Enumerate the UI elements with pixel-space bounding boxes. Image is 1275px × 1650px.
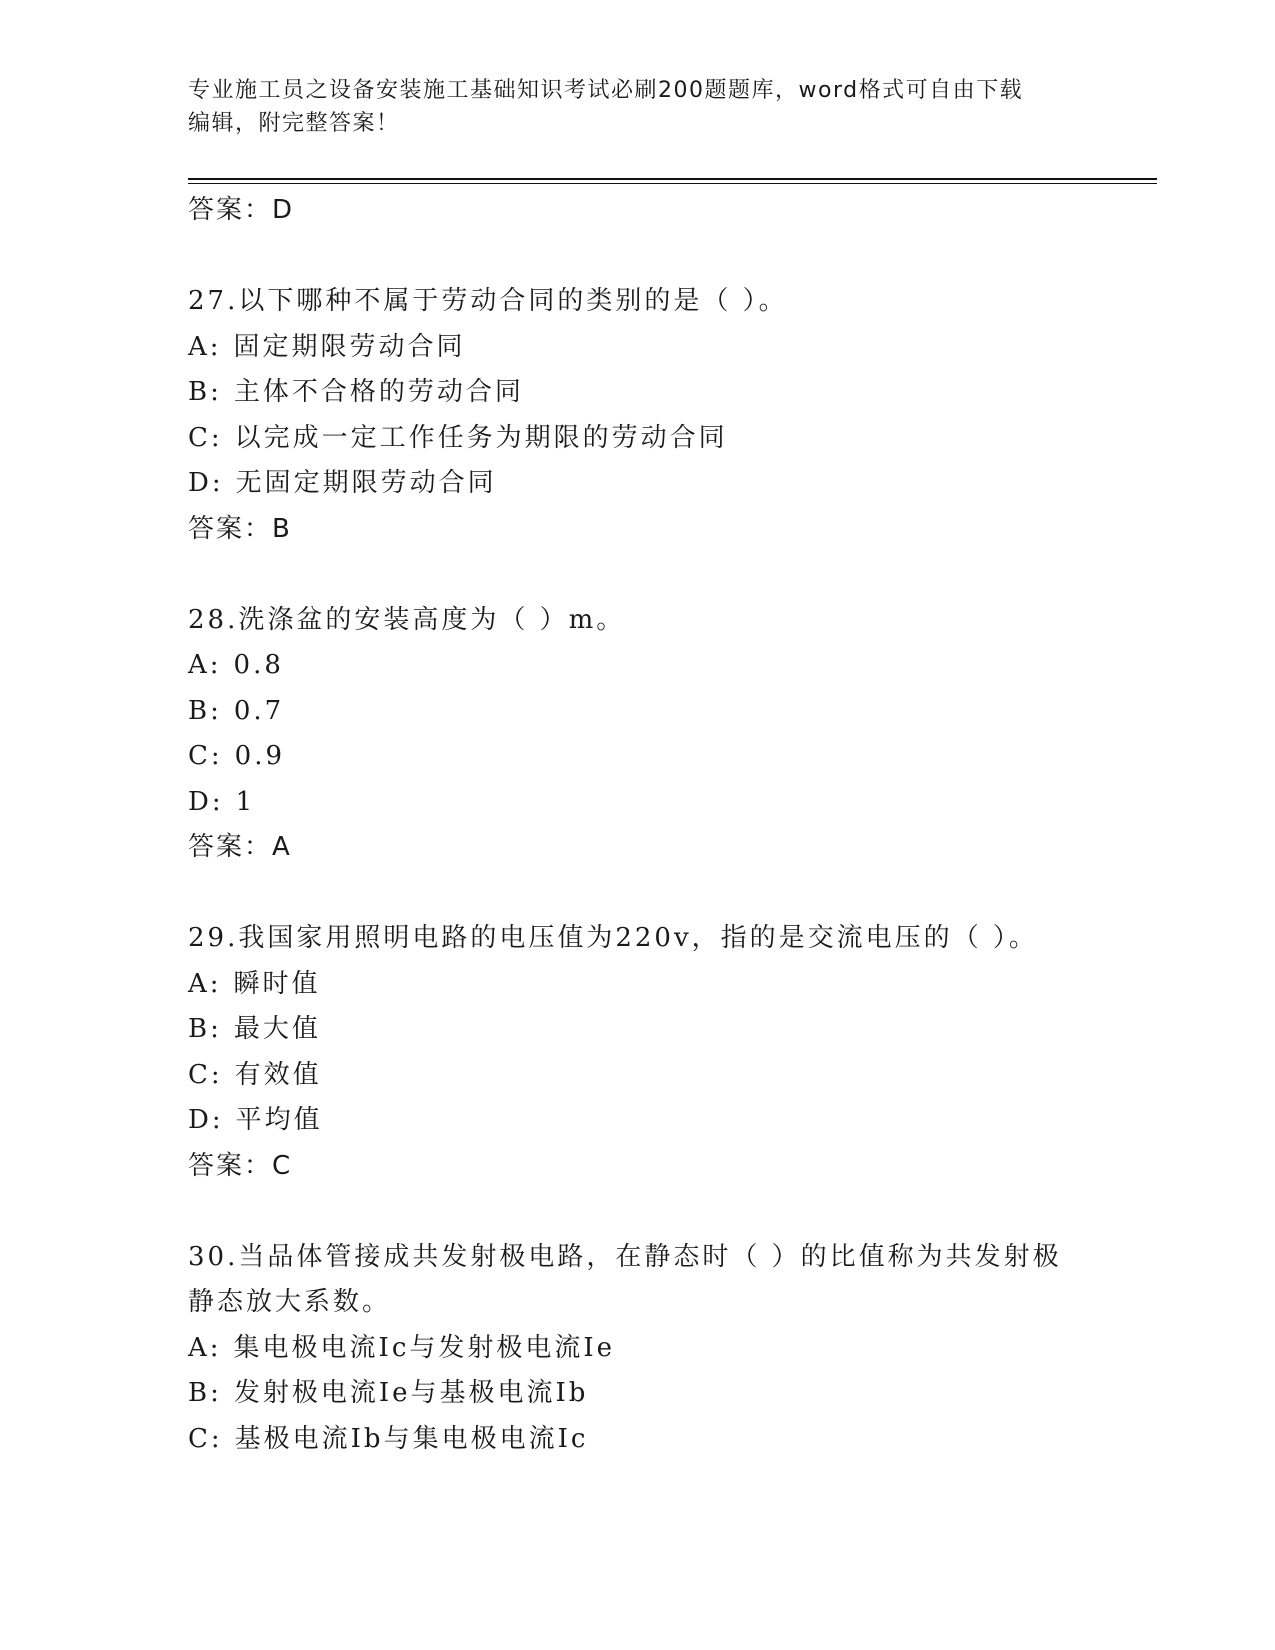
header-line-2: 编辑，附完整答案！	[188, 111, 400, 136]
option-letter: D:	[188, 1105, 224, 1135]
question-stem-continued: 静态放大系数。	[188, 1287, 392, 1317]
option-letter: C:	[188, 422, 223, 453]
option-letter: C:	[188, 1059, 223, 1090]
answer-line: 答案：C	[188, 1150, 293, 1181]
question-stem: 27.以下哪种不属于劳动合同的类别的是（ ）。	[188, 286, 788, 316]
option-text: 平均值	[235, 1105, 323, 1135]
question-block	[188, 916, 1118, 1189]
option-letter: C:	[188, 1423, 223, 1454]
question-block	[188, 598, 1118, 871]
option-text: 瞬时值	[233, 968, 321, 999]
option-text: 固定期限劳动合同	[233, 331, 466, 362]
option-c	[188, 734, 1118, 780]
option-letter: D:	[188, 786, 224, 817]
question-block	[188, 1235, 1118, 1463]
option-text: 0.8	[233, 650, 284, 680]
option-text: 基极电流Ib与集电极电流Ic	[234, 1423, 589, 1454]
question-stem: 28.洗涤盆的安装高度为（ ）m。	[188, 604, 626, 635]
question-stem: 30.当品体管接成共发射极电路，在静态时（ ）的比值称为共发射极	[188, 1241, 1062, 1272]
option-letter: A:	[188, 650, 222, 680]
header-line-1: 专业施工员之设备安装施工基础知识考试必刷200题题库，word格式可自由下载	[188, 78, 1024, 103]
option-a	[188, 325, 1118, 371]
option-letter: B:	[188, 1014, 222, 1044]
option-letter: A:	[188, 1332, 222, 1363]
answer-line: 答案：D	[188, 195, 295, 225]
option-d	[188, 1098, 1118, 1144]
option-a	[188, 643, 1118, 689]
option-d	[188, 461, 1118, 507]
spacer	[188, 871, 1118, 917]
option-text: 最大值	[233, 1014, 321, 1044]
option-text: 以完成一定工作任务为期限的劳动合同	[234, 422, 728, 453]
header-divider-thin	[188, 183, 1157, 184]
option-text: 1	[235, 786, 256, 817]
question-block	[188, 279, 1118, 552]
option-text: 发射极电流Ie与基极电流Ib	[233, 1378, 589, 1408]
spacer	[188, 552, 1118, 598]
option-b	[188, 689, 1118, 735]
option-c	[188, 1417, 1118, 1463]
answer-line: 答案：A	[188, 832, 292, 862]
spacer	[188, 1189, 1118, 1235]
answer-line: 答案：B	[188, 513, 292, 544]
option-a	[188, 1326, 1118, 1372]
option-letter: B:	[188, 695, 222, 726]
question-list	[188, 188, 1118, 1462]
option-c	[188, 416, 1118, 462]
option-text: 主体不合格的劳动合同	[233, 377, 524, 407]
option-letter: A:	[188, 331, 222, 362]
question-stem: 29.我国家用照明电路的电压值为220v，指的是交流电压的（ ）。	[188, 923, 1038, 953]
option-text: 0.7	[233, 695, 285, 726]
spacer	[188, 234, 1118, 280]
option-c	[188, 1053, 1118, 1099]
option-a	[188, 962, 1118, 1008]
option-b	[188, 370, 1118, 416]
option-b	[188, 1007, 1118, 1053]
option-letter: A:	[188, 968, 222, 999]
option-text: 无固定期限劳动合同	[235, 468, 497, 498]
option-letter: D:	[188, 468, 224, 498]
option-letter: B:	[188, 1378, 222, 1408]
option-text: 有效值	[234, 1059, 322, 1090]
option-text: 集电极电流Ic与发射极电流Ie	[233, 1332, 616, 1363]
option-letter: C:	[188, 741, 223, 771]
page-header	[188, 74, 1088, 140]
option-letter: B:	[188, 377, 222, 407]
option-text: 0.9	[234, 741, 286, 771]
option-d	[188, 780, 1118, 826]
option-b	[188, 1371, 1118, 1417]
header-divider	[188, 178, 1157, 180]
